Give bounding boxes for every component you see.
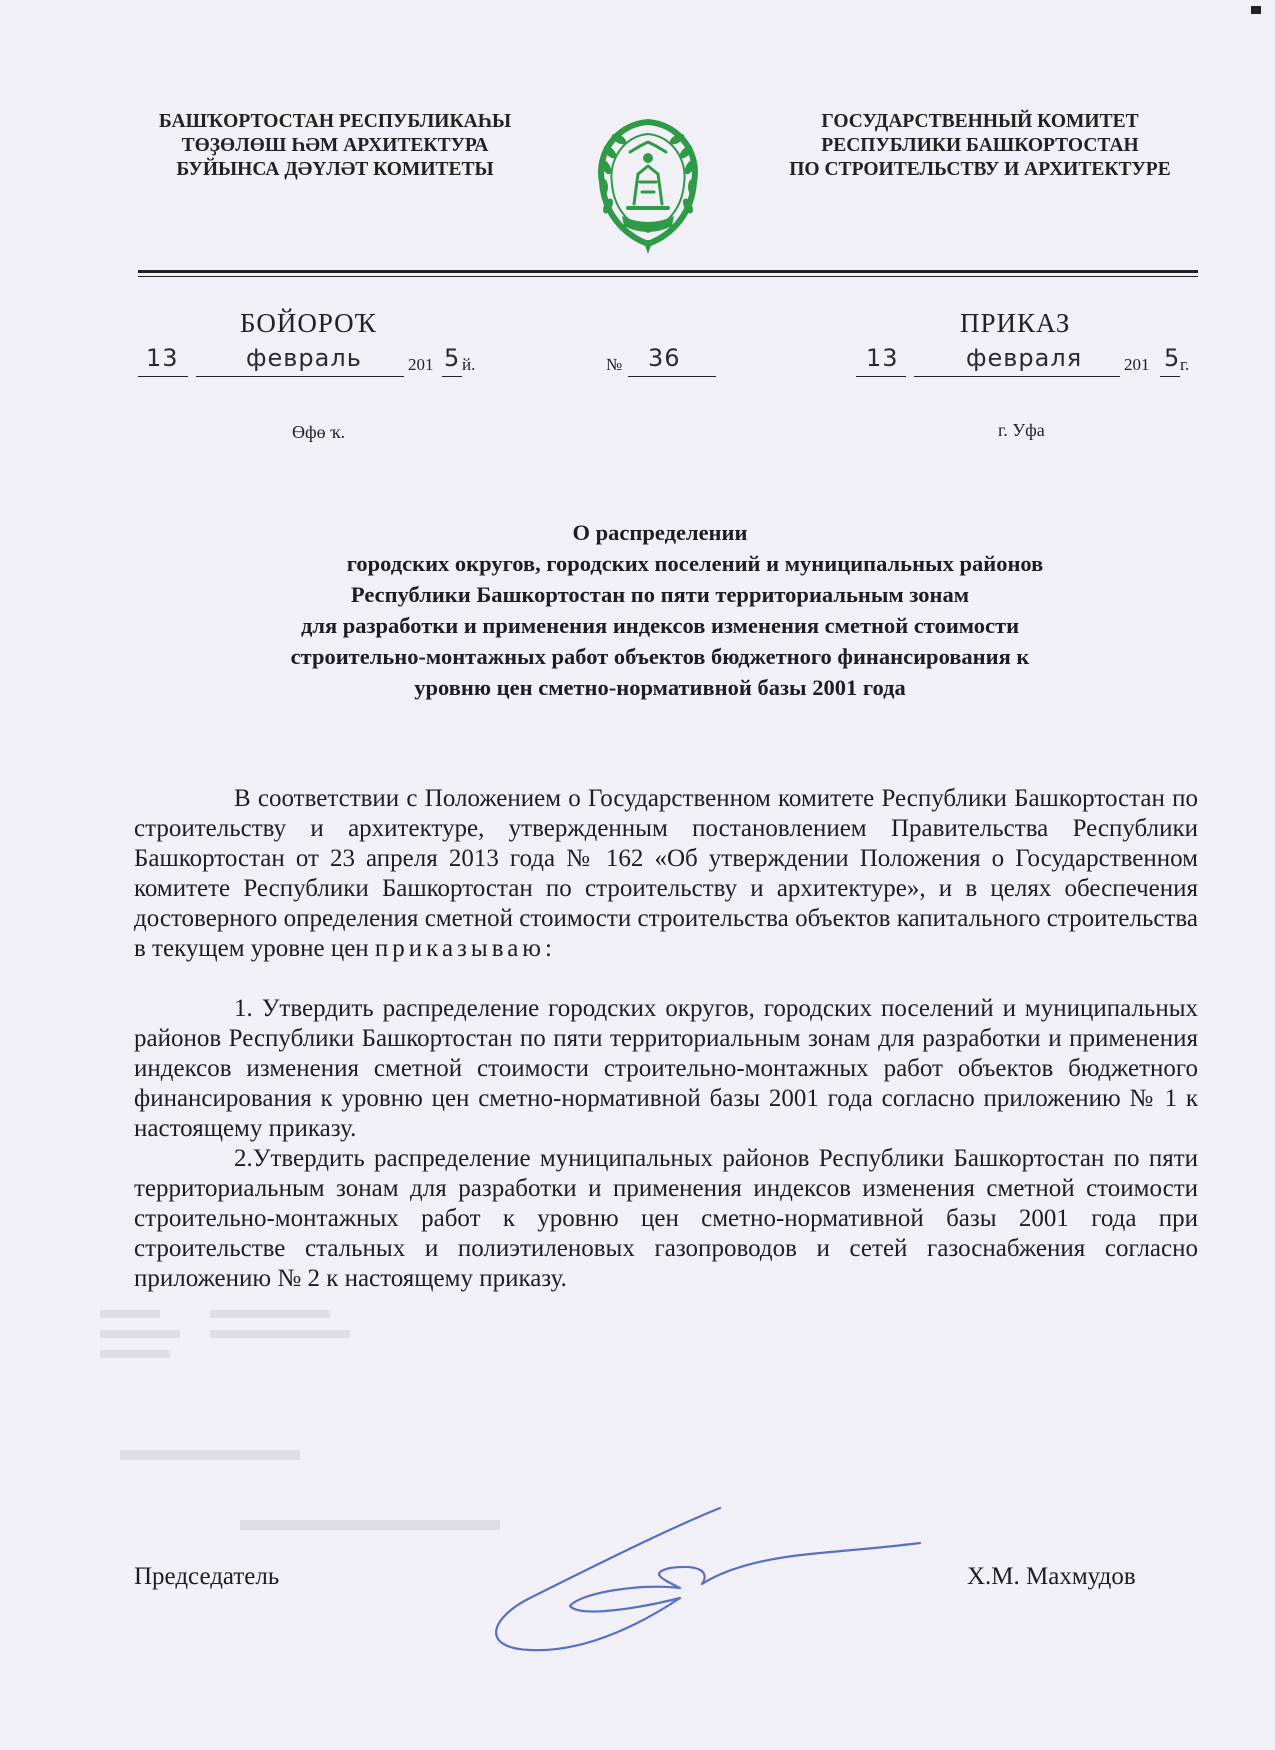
header-russian-organization (760, 110, 1200, 182)
item-2-paragraph: 2.Утвердить распределение муниципальных районов Республики Башкортостан по пяти территориальным зонам для разработки и применения индексов изменения сметной стоимости строительно-монтажных работ к уровню цен сметно-нормативной базы 2001 года при строительстве стальных и полиэтиленовых газопроводов и сетей газоснабжения согласно приложению № 2 к настоящему приказу. (134, 1145, 1198, 1292)
coat-of-arms-emblem (588, 112, 708, 256)
order-title (120, 517, 1200, 703)
signer-name: Х.М. Махмудов (967, 1563, 1136, 1590)
order-number-sign: № (606, 355, 623, 374)
left-date-day: 13 (146, 344, 179, 372)
header-rule-thin (138, 276, 1198, 277)
left-year-underline (442, 376, 462, 377)
city-russian: г. Уфа (998, 420, 1045, 440)
handwritten-signature (470, 1488, 950, 1658)
title-line-2: городских округов, городских поселений и муниципальных районов (346, 551, 1044, 576)
right-month-underline (914, 376, 1120, 377)
header-bashkir-organization (120, 110, 550, 182)
right-year-suffix: г. (1180, 355, 1190, 374)
header-right-line-3: ПО СТРОИТЕЛЬСТВУ И АРХИТЕКТУРЕ (789, 159, 1171, 180)
header-left-line-3: БУЙЫНСА ДӘҮЛӘТ КОМИТЕТЫ (176, 159, 494, 180)
scan-corner-mark (1251, 6, 1261, 14)
right-year-underline (1160, 376, 1180, 377)
order-body (134, 784, 1198, 1294)
left-year-prefix: 201 (408, 355, 434, 374)
right-year-prefix: 201 (1124, 355, 1150, 374)
right-date-month: февраля (966, 344, 1083, 372)
city-bashkir: Өфө ҡ. (292, 422, 345, 442)
left-month-underline (196, 376, 404, 377)
right-date-day: 13 (866, 344, 899, 372)
title-line-3: Республики Башкортостан по пяти территориальным зонам (350, 582, 970, 607)
signer-role: Председатель (134, 1563, 280, 1590)
order-number: 36 (648, 344, 681, 372)
order-type-bashkir: БОЙОРОҠ (240, 308, 377, 338)
header-rule-thick (138, 270, 1198, 273)
preamble-text: В соответствии с Положением о Государственном комитете Республики Башкортостан по строительству и архитектуре, утвержденным постановлением Правительства Республики Башкортостан от 23 апреля 2013 года № 162 «Об утверждении Положения о Государственном комитете Республики Башкортостан по строительству и архитектуре», и в целях обеспечения достоверного определения сметной стоимости строительства объектов капитального строительства в текущем уровне цен (134, 785, 1198, 962)
title-line-1: О распределении (572, 520, 748, 545)
preamble-paragraph (134, 784, 1198, 964)
left-year-digit: 5 (444, 344, 461, 372)
header-left-line-2: ТӨҘӨЛӨШ ҺӘМ АРХИТЕКТУРА (181, 135, 489, 156)
right-year-digit: 5 (1164, 344, 1181, 372)
order-word: приказываю: (374, 935, 556, 962)
order-type-russian: ПРИКАЗ (960, 308, 1071, 338)
header-left-line-1: БАШҠОРТОСТАН РЕСПУБЛИКАҺЫ (158, 111, 512, 132)
header-right-line-2: РЕСПУБЛИКИ БАШКОРТОСТАН (821, 135, 1139, 156)
order-number-underline (628, 376, 716, 377)
left-year-suffix: й. (462, 355, 476, 374)
right-day-underline (856, 376, 906, 377)
header-right-line-1: ГОСУДАРСТВЕННЫЙ КОМИТЕТ (821, 111, 1139, 132)
left-date-month: февраль (246, 344, 362, 372)
left-day-underline (138, 376, 188, 377)
item-1-paragraph: 1. Утвердить распределение городских округов, городских поселений и муниципальных районов Республики Башкортостан по пяти территориальным зонам для разработки и применения индексов изменения сметной стоимости строительно-монтажных работ объектов бюджетного финансирования к уровню цен сметно-нормативной базы 2001 года согласно приложению № 1 к настоящему приказу. (134, 995, 1198, 1142)
title-line-4: для разработки и применения индексов изменения сметной стоимости (300, 613, 1020, 638)
title-line-5: строительно-монтажных работ объектов бюджетного финансирования к (290, 644, 1030, 669)
title-line-6: уровню цен сметно-нормативной базы 2001 года (414, 675, 906, 700)
